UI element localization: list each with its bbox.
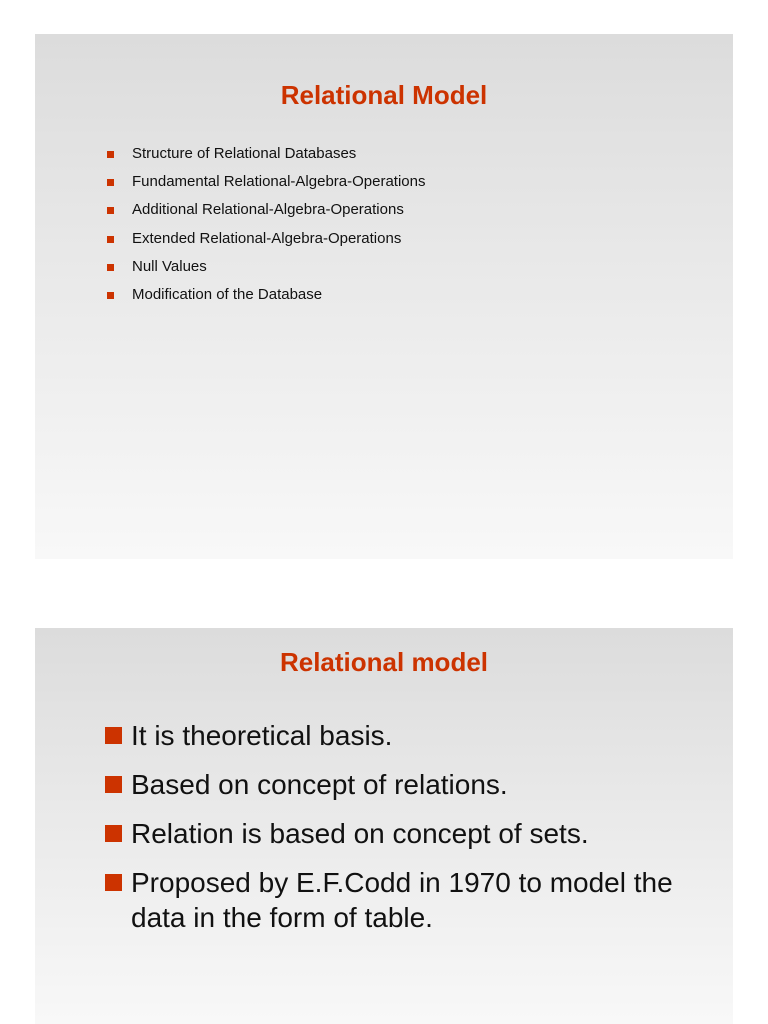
bullet-text: Modification of the Database bbox=[132, 285, 323, 303]
square-bullet-icon bbox=[105, 776, 122, 793]
bullet-item bbox=[107, 229, 707, 249]
bullet-item bbox=[107, 172, 707, 192]
bullet-text: Relation is based on concept of sets. bbox=[131, 818, 589, 849]
bullet-item bbox=[105, 816, 705, 851]
square-bullet-icon bbox=[107, 179, 114, 186]
bullet-list bbox=[107, 144, 707, 313]
bullet-item bbox=[105, 718, 705, 753]
bullet-item bbox=[107, 144, 707, 164]
bullet-item bbox=[107, 257, 707, 277]
square-bullet-icon bbox=[105, 874, 122, 891]
bullet-item bbox=[107, 200, 707, 220]
bullet-text: It is theoretical basis. bbox=[131, 720, 393, 751]
square-bullet-icon bbox=[107, 151, 114, 158]
bullet-item bbox=[105, 865, 705, 935]
square-bullet-icon bbox=[107, 264, 114, 271]
square-bullet-icon bbox=[105, 825, 122, 842]
slide-title: Relational model bbox=[279, 647, 489, 677]
bullet-text: Extended Relational-Algebra-Operations bbox=[132, 229, 402, 247]
square-bullet-icon bbox=[107, 207, 114, 214]
bullet-text: Fundamental Relational-Algebra-Operations bbox=[132, 173, 426, 191]
square-bullet-icon bbox=[105, 727, 122, 744]
bullet-text: Null Values bbox=[132, 257, 207, 275]
square-bullet-icon bbox=[107, 236, 114, 243]
bullet-item bbox=[105, 767, 705, 802]
bullet-text: Structure of Relational Databases bbox=[132, 145, 357, 162]
slide-relational-model-outline bbox=[35, 34, 733, 559]
slide-title: Relational Model bbox=[280, 80, 488, 110]
bullet-text: Additional Relational-Algebra-Operations bbox=[132, 201, 404, 219]
bullet-text: Proposed by E.F.Codd in 1970 to model the data in the form of table. bbox=[131, 867, 673, 933]
bullet-text: Based on concept of relations. bbox=[131, 769, 508, 800]
slide-relational-model-definition bbox=[35, 628, 733, 1024]
square-bullet-icon bbox=[107, 292, 114, 299]
bullet-list bbox=[105, 718, 705, 949]
bullet-item bbox=[107, 285, 707, 305]
